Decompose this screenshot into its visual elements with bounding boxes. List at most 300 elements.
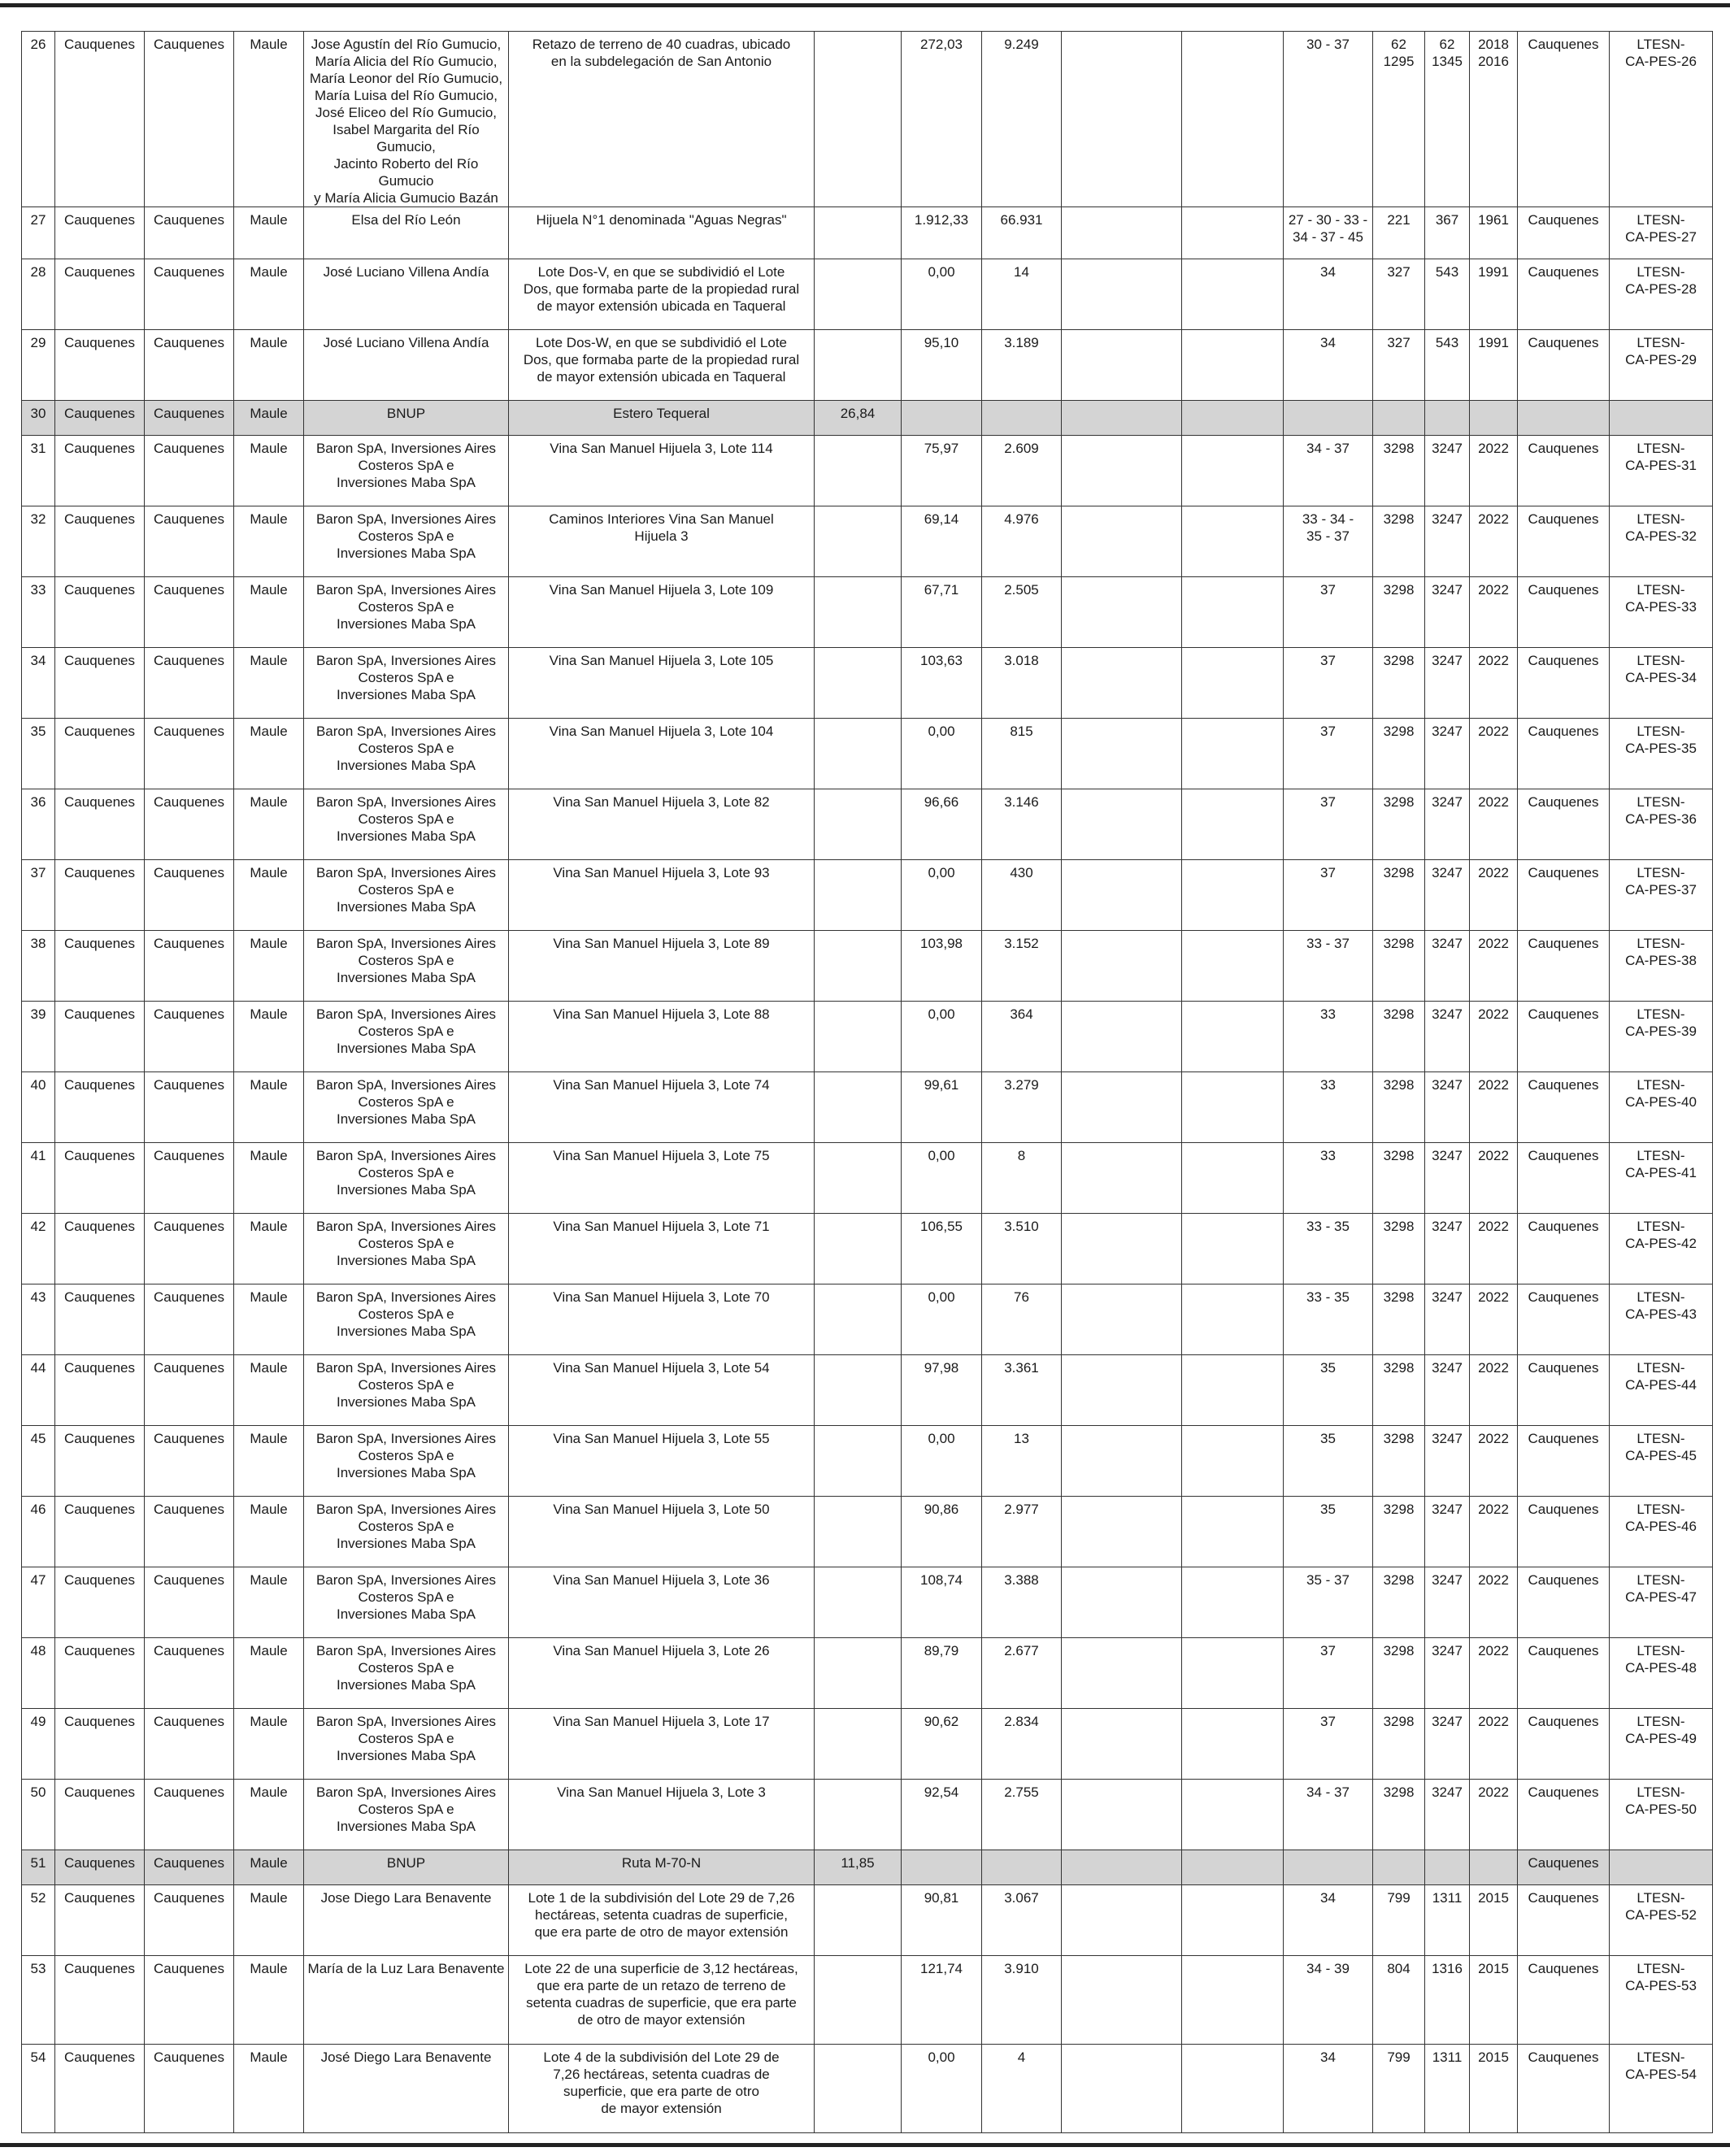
table-row (22, 506, 1713, 577)
length-cell: 2.755 (982, 1780, 1062, 1850)
area-cell: 108,74 (902, 1567, 982, 1638)
comuna-cell: Cauquenes (145, 259, 234, 330)
sheet-cell: 37 (1284, 860, 1373, 931)
provincia-cell: Cauquenes (55, 1284, 145, 1355)
table-row (22, 401, 1713, 436)
table-row (22, 1143, 1713, 1214)
area-cell: 75,97 (902, 436, 982, 506)
bottom-border-line (0, 2143, 1730, 2147)
sheet-cell: 33 - 37 (1284, 931, 1373, 1002)
number-cell: 3247 (1425, 1284, 1470, 1355)
row-number: 34 (22, 648, 55, 719)
area-cell: 0,00 (902, 1284, 982, 1355)
table-row (22, 719, 1713, 789)
row-number: 47 (22, 1567, 55, 1638)
row-number: 32 (22, 506, 55, 577)
blank-cell-1 (1062, 1780, 1182, 1850)
provincia-cell: Cauquenes (55, 1002, 145, 1072)
registry-cell: Cauquenes (1518, 931, 1610, 1002)
bnup-area-cell (815, 330, 902, 401)
owner-cell: Baron SpA, Inversiones Aires Costeros SpA e Inversiones Maba SpA (304, 1143, 509, 1214)
description-cell: Vina San Manuel Hijuela 3, Lote 104 (509, 719, 815, 789)
area-cell: 96,66 (902, 789, 982, 860)
provincia-cell: Cauquenes (55, 789, 145, 860)
description-cell: Vina San Manuel Hijuela 3, Lote 36 (509, 1567, 815, 1638)
description-cell: Vina San Manuel Hijuela 3, Lote 70 (509, 1284, 815, 1355)
code-cell: LTESN- CA-PES-35 (1610, 719, 1713, 789)
year-cell: 2015 (1470, 2045, 1518, 2133)
region-cell: Maule (234, 330, 304, 401)
comuna-cell: Cauquenes (145, 32, 234, 207)
year-cell: 2022 (1470, 719, 1518, 789)
code-cell: LTESN- CA-PES-49 (1610, 1709, 1713, 1780)
fojas-cell: 3298 (1373, 436, 1425, 506)
sheet-cell: 34 (1284, 330, 1373, 401)
description-cell: Retazo de terreno de 40 cuadras, ubicado en la subdelegación de San Antonio (509, 32, 815, 207)
registry-cell: Cauquenes (1518, 259, 1610, 330)
length-cell: 76 (982, 1284, 1062, 1355)
row-number: 36 (22, 789, 55, 860)
blank-cell-1 (1062, 259, 1182, 330)
fojas-cell: 3298 (1373, 1638, 1425, 1709)
provincia-cell: Cauquenes (55, 401, 145, 436)
region-cell: Maule (234, 577, 304, 648)
table-row (22, 1284, 1713, 1355)
fojas-cell: 3298 (1373, 1002, 1425, 1072)
code-cell: LTESN- CA-PES-48 (1610, 1638, 1713, 1709)
region-cell: Maule (234, 1355, 304, 1426)
description-cell: Vina San Manuel Hijuela 3, Lote 55 (509, 1426, 815, 1497)
sheet-cell (1284, 401, 1373, 436)
owner-cell: Baron SpA, Inversiones Aires Costeros SpA e Inversiones Maba SpA (304, 1002, 509, 1072)
row-number: 39 (22, 1002, 55, 1072)
registry-cell: Cauquenes (1518, 1780, 1610, 1850)
length-cell: 3.910 (982, 1956, 1062, 2045)
blank-cell-2 (1182, 1426, 1284, 1497)
blank-cell-2 (1182, 259, 1284, 330)
table-row (22, 1956, 1713, 2045)
blank-cell-1 (1062, 1284, 1182, 1355)
region-cell: Maule (234, 719, 304, 789)
number-cell: 3247 (1425, 789, 1470, 860)
year-cell: 1991 (1470, 259, 1518, 330)
region-cell: Maule (234, 860, 304, 931)
blank-cell-1 (1062, 931, 1182, 1002)
area-cell: 103,63 (902, 648, 982, 719)
number-cell (1425, 1850, 1470, 1885)
comuna-cell: Cauquenes (145, 1072, 234, 1143)
blank-cell-2 (1182, 1850, 1284, 1885)
owner-cell: Baron SpA, Inversiones Aires Costeros SpA e Inversiones Maba SpA (304, 1638, 509, 1709)
sheet-cell: 35 (1284, 1497, 1373, 1567)
description-cell: Vina San Manuel Hijuela 3, Lote 26 (509, 1638, 815, 1709)
registry-cell: Cauquenes (1518, 1850, 1610, 1885)
comuna-cell: Cauquenes (145, 401, 234, 436)
provincia-cell: Cauquenes (55, 860, 145, 931)
bnup-area-cell (815, 789, 902, 860)
fojas-cell: 3298 (1373, 719, 1425, 789)
owner-cell: BNUP (304, 401, 509, 436)
description-cell: Vina San Manuel Hijuela 3, Lote 74 (509, 1072, 815, 1143)
code-cell: LTESN- CA-PES-41 (1610, 1143, 1713, 1214)
owner-cell: Baron SpA, Inversiones Aires Costeros SpA e Inversiones Maba SpA (304, 436, 509, 506)
year-cell: 2022 (1470, 1355, 1518, 1426)
comuna-cell: Cauquenes (145, 2045, 234, 2133)
provincia-cell: Cauquenes (55, 1497, 145, 1567)
row-number: 43 (22, 1284, 55, 1355)
blank-cell-2 (1182, 330, 1284, 401)
comuna-cell: Cauquenes (145, 1426, 234, 1497)
provincia-cell: Cauquenes (55, 1426, 145, 1497)
number-cell: 3247 (1425, 1002, 1470, 1072)
fojas-cell: 3298 (1373, 1567, 1425, 1638)
region-cell: Maule (234, 1850, 304, 1885)
number-cell: 3247 (1425, 931, 1470, 1002)
comuna-cell: Cauquenes (145, 719, 234, 789)
fojas-cell: 3298 (1373, 1143, 1425, 1214)
provincia-cell: Cauquenes (55, 1214, 145, 1284)
fojas-cell: 3298 (1373, 1497, 1425, 1567)
owner-cell: Baron SpA, Inversiones Aires Costeros SpA e Inversiones Maba SpA (304, 860, 509, 931)
blank-cell-1 (1062, 207, 1182, 259)
comuna-cell: Cauquenes (145, 1780, 234, 1850)
bnup-area-cell (815, 648, 902, 719)
year-cell: 2022 (1470, 1143, 1518, 1214)
blank-cell-2 (1182, 1284, 1284, 1355)
year-cell: 2022 (1470, 789, 1518, 860)
fojas-cell: 799 (1373, 1885, 1425, 1956)
year-cell: 2015 (1470, 1885, 1518, 1956)
provincia-cell: Cauquenes (55, 931, 145, 1002)
blank-cell-1 (1062, 1002, 1182, 1072)
registry-cell: Cauquenes (1518, 1002, 1610, 1072)
table-row (22, 860, 1713, 931)
owner-cell: Jose Diego Lara Benavente (304, 1885, 509, 1956)
area-cell: 69,14 (902, 506, 982, 577)
registry-cell: Cauquenes (1518, 860, 1610, 931)
sheet-cell: 37 (1284, 719, 1373, 789)
table-row (22, 436, 1713, 506)
blank-cell-2 (1182, 207, 1284, 259)
provincia-cell: Cauquenes (55, 1885, 145, 1956)
row-number: 48 (22, 1638, 55, 1709)
description-cell: Vina San Manuel Hijuela 3, Lote 82 (509, 789, 815, 860)
provincia-cell: Cauquenes (55, 259, 145, 330)
region-cell: Maule (234, 1002, 304, 1072)
provincia-cell: Cauquenes (55, 1143, 145, 1214)
bnup-area-cell (815, 1355, 902, 1426)
blank-cell-1 (1062, 1214, 1182, 1284)
comuna-cell: Cauquenes (145, 648, 234, 719)
length-cell: 3.388 (982, 1567, 1062, 1638)
length-cell: 364 (982, 1002, 1062, 1072)
table-row (22, 1214, 1713, 1284)
code-cell: LTESN- CA-PES-47 (1610, 1567, 1713, 1638)
code-cell: LTESN- CA-PES-34 (1610, 648, 1713, 719)
fojas-cell: 3298 (1373, 506, 1425, 577)
blank-cell-1 (1062, 330, 1182, 401)
comuna-cell: Cauquenes (145, 330, 234, 401)
comuna-cell: Cauquenes (145, 1497, 234, 1567)
number-cell: 3247 (1425, 1426, 1470, 1497)
blank-cell-2 (1182, 1143, 1284, 1214)
comuna-cell: Cauquenes (145, 789, 234, 860)
area-cell: 0,00 (902, 2045, 982, 2133)
region-cell: Maule (234, 1143, 304, 1214)
sheet-cell: 37 (1284, 789, 1373, 860)
bnup-area-cell (815, 1072, 902, 1143)
table-row (22, 1002, 1713, 1072)
comuna-cell: Cauquenes (145, 1143, 234, 1214)
bnup-area-cell (815, 1426, 902, 1497)
fojas-cell: 3298 (1373, 1072, 1425, 1143)
bnup-area-cell (815, 506, 902, 577)
bnup-area-cell (815, 32, 902, 207)
bnup-area-cell (815, 577, 902, 648)
table-row (22, 330, 1713, 401)
fojas-cell: 3298 (1373, 648, 1425, 719)
owner-cell: Baron SpA, Inversiones Aires Costeros SpA e Inversiones Maba SpA (304, 506, 509, 577)
blank-cell-2 (1182, 32, 1284, 207)
code-cell: LTESN- CA-PES-28 (1610, 259, 1713, 330)
year-cell: 2022 (1470, 1426, 1518, 1497)
year-cell: 2022 (1470, 1567, 1518, 1638)
number-cell: 3247 (1425, 1072, 1470, 1143)
provincia-cell: Cauquenes (55, 1355, 145, 1426)
top-border-line (0, 3, 1730, 7)
fojas-cell (1373, 1850, 1425, 1885)
number-cell: 543 (1425, 259, 1470, 330)
fojas-cell: 327 (1373, 330, 1425, 401)
bnup-area-cell (815, 1567, 902, 1638)
table-row (22, 648, 1713, 719)
area-cell: 272,03 (902, 32, 982, 207)
owner-cell: José Diego Lara Benavente (304, 2045, 509, 2133)
row-number: 35 (22, 719, 55, 789)
blank-cell-2 (1182, 860, 1284, 931)
sheet-cell: 37 (1284, 577, 1373, 648)
year-cell: 2022 (1470, 931, 1518, 1002)
blank-cell-2 (1182, 719, 1284, 789)
fojas-cell: 3298 (1373, 931, 1425, 1002)
description-cell: Vina San Manuel Hijuela 3, Lote 109 (509, 577, 815, 648)
fojas-cell: 3298 (1373, 1284, 1425, 1355)
year-cell: 2022 (1470, 1638, 1518, 1709)
code-cell (1610, 1850, 1713, 1885)
number-cell: 3247 (1425, 860, 1470, 931)
region-cell: Maule (234, 1426, 304, 1497)
length-cell (982, 401, 1062, 436)
year-cell: 2022 (1470, 1072, 1518, 1143)
blank-cell-1 (1062, 1567, 1182, 1638)
registry-cell: Cauquenes (1518, 32, 1610, 207)
blank-cell-2 (1182, 931, 1284, 1002)
length-cell: 8 (982, 1143, 1062, 1214)
provincia-cell: Cauquenes (55, 330, 145, 401)
bnup-area-cell (815, 1497, 902, 1567)
code-cell: LTESN- CA-PES-29 (1610, 330, 1713, 401)
sheet-cell: 33 - 35 (1284, 1214, 1373, 1284)
region-cell: Maule (234, 506, 304, 577)
owner-cell: Baron SpA, Inversiones Aires Costeros SpA e Inversiones Maba SpA (304, 1284, 509, 1355)
code-cell: LTESN- CA-PES-46 (1610, 1497, 1713, 1567)
length-cell: 2.677 (982, 1638, 1062, 1709)
code-cell: LTESN- CA-PES-31 (1610, 436, 1713, 506)
row-number: 45 (22, 1426, 55, 1497)
area-cell: 0,00 (902, 719, 982, 789)
blank-cell-2 (1182, 1214, 1284, 1284)
provincia-cell: Cauquenes (55, 2045, 145, 2133)
registry-cell: Cauquenes (1518, 1284, 1610, 1355)
blank-cell-2 (1182, 506, 1284, 577)
provincia-cell: Cauquenes (55, 1567, 145, 1638)
row-number: 51 (22, 1850, 55, 1885)
sheet-cell: 37 (1284, 648, 1373, 719)
description-cell: Lote 22 de una superficie de 3,12 hectáreas, que era parte de un retazo de terreno de setenta cuadras de superficie, que era parte de otro de mayor extensión (509, 1956, 815, 2045)
code-cell (1610, 401, 1713, 436)
length-cell: 2.505 (982, 577, 1062, 648)
table-row (22, 2045, 1713, 2133)
properties-table-container (21, 31, 1712, 2133)
row-number: 38 (22, 931, 55, 1002)
description-cell: Estero Tequeral (509, 401, 815, 436)
sheet-cell: 37 (1284, 1638, 1373, 1709)
registry-cell: Cauquenes (1518, 1885, 1610, 1956)
area-cell: 99,61 (902, 1072, 982, 1143)
blank-cell-2 (1182, 789, 1284, 860)
description-cell: Vina San Manuel Hijuela 3, Lote 3 (509, 1780, 815, 1850)
fojas-cell: 221 (1373, 207, 1425, 259)
fojas-cell: 804 (1373, 1956, 1425, 2045)
table-row (22, 1072, 1713, 1143)
number-cell: 3247 (1425, 436, 1470, 506)
properties-table (21, 31, 1713, 2133)
owner-cell: Baron SpA, Inversiones Aires Costeros SpA e Inversiones Maba SpA (304, 1709, 509, 1780)
registry-cell (1518, 401, 1610, 436)
blank-cell-2 (1182, 577, 1284, 648)
code-cell: LTESN- CA-PES-50 (1610, 1780, 1713, 1850)
region-cell: Maule (234, 259, 304, 330)
owner-cell: Baron SpA, Inversiones Aires Costeros SpA e Inversiones Maba SpA (304, 719, 509, 789)
area-cell: 106,55 (902, 1214, 982, 1284)
blank-cell-1 (1062, 401, 1182, 436)
bnup-area-cell (815, 719, 902, 789)
year-cell: 2022 (1470, 1709, 1518, 1780)
length-cell: 4 (982, 2045, 1062, 2133)
fojas-cell: 3298 (1373, 1214, 1425, 1284)
table-row (22, 207, 1713, 259)
registry-cell: Cauquenes (1518, 1567, 1610, 1638)
bnup-area-cell (815, 1885, 902, 1956)
sheet-cell: 35 (1284, 1426, 1373, 1497)
region-cell: Maule (234, 32, 304, 207)
row-number: 28 (22, 259, 55, 330)
blank-cell-1 (1062, 577, 1182, 648)
comuna-cell: Cauquenes (145, 1355, 234, 1426)
provincia-cell: Cauquenes (55, 577, 145, 648)
provincia-cell: Cauquenes (55, 1072, 145, 1143)
bnup-area-cell (815, 259, 902, 330)
blank-cell-1 (1062, 436, 1182, 506)
year-cell: 2022 (1470, 436, 1518, 506)
table-row (22, 1780, 1713, 1850)
fojas-cell: 3298 (1373, 1426, 1425, 1497)
provincia-cell: Cauquenes (55, 1850, 145, 1885)
fojas-cell: 62 1295 (1373, 32, 1425, 207)
blank-cell-1 (1062, 32, 1182, 207)
region-cell: Maule (234, 931, 304, 1002)
registry-cell: Cauquenes (1518, 1072, 1610, 1143)
code-cell: LTESN- CA-PES-43 (1610, 1284, 1713, 1355)
number-cell: 3247 (1425, 577, 1470, 648)
description-cell: Vina San Manuel Hijuela 3, Lote 114 (509, 436, 815, 506)
blank-cell-1 (1062, 1426, 1182, 1497)
code-cell: LTESN- CA-PES-53 (1610, 1956, 1713, 2045)
number-cell: 3247 (1425, 719, 1470, 789)
year-cell: 2022 (1470, 1284, 1518, 1355)
area-cell: 1.912,33 (902, 207, 982, 259)
area-cell: 0,00 (902, 1426, 982, 1497)
comuna-cell: Cauquenes (145, 1956, 234, 2045)
region-cell: Maule (234, 1780, 304, 1850)
sheet-cell: 34 (1284, 1885, 1373, 1956)
region-cell: Maule (234, 1214, 304, 1284)
year-cell: 2022 (1470, 648, 1518, 719)
number-cell: 3247 (1425, 1780, 1470, 1850)
row-number: 29 (22, 330, 55, 401)
bnup-area-cell (815, 436, 902, 506)
comuna-cell: Cauquenes (145, 1709, 234, 1780)
year-cell: 2022 (1470, 1002, 1518, 1072)
year-cell (1470, 1850, 1518, 1885)
registry-cell: Cauquenes (1518, 506, 1610, 577)
registry-cell: Cauquenes (1518, 436, 1610, 506)
number-cell: 3247 (1425, 1638, 1470, 1709)
area-cell (902, 1850, 982, 1885)
fojas-cell: 327 (1373, 259, 1425, 330)
provincia-cell: Cauquenes (55, 1956, 145, 2045)
area-cell: 0,00 (902, 1002, 982, 1072)
sheet-cell: 34 - 37 (1284, 436, 1373, 506)
registry-cell: Cauquenes (1518, 577, 1610, 648)
blank-cell-2 (1182, 1497, 1284, 1567)
year-cell: 2022 (1470, 577, 1518, 648)
owner-cell: María de la Luz Lara Benavente (304, 1956, 509, 2045)
sheet-cell: 27 - 30 - 33 - 34 - 37 - 45 (1284, 207, 1373, 259)
blank-cell-2 (1182, 1709, 1284, 1780)
blank-cell-2 (1182, 1567, 1284, 1638)
code-cell: LTESN- CA-PES-45 (1610, 1426, 1713, 1497)
row-number: 31 (22, 436, 55, 506)
length-cell: 3.152 (982, 931, 1062, 1002)
table-row (22, 32, 1713, 207)
sheet-cell: 35 (1284, 1355, 1373, 1426)
row-number: 44 (22, 1355, 55, 1426)
bnup-area-cell (815, 1638, 902, 1709)
year-cell: 2022 (1470, 506, 1518, 577)
provincia-cell: Cauquenes (55, 1638, 145, 1709)
year-cell: 2022 (1470, 860, 1518, 931)
registry-cell: Cauquenes (1518, 719, 1610, 789)
row-number: 50 (22, 1780, 55, 1850)
area-cell: 103,98 (902, 931, 982, 1002)
area-cell: 0,00 (902, 860, 982, 931)
fojas-cell: 3298 (1373, 1780, 1425, 1850)
owner-cell: José Luciano Villena Andía (304, 259, 509, 330)
blank-cell-2 (1182, 2045, 1284, 2133)
region-cell: Maule (234, 2045, 304, 2133)
row-number: 53 (22, 1956, 55, 2045)
